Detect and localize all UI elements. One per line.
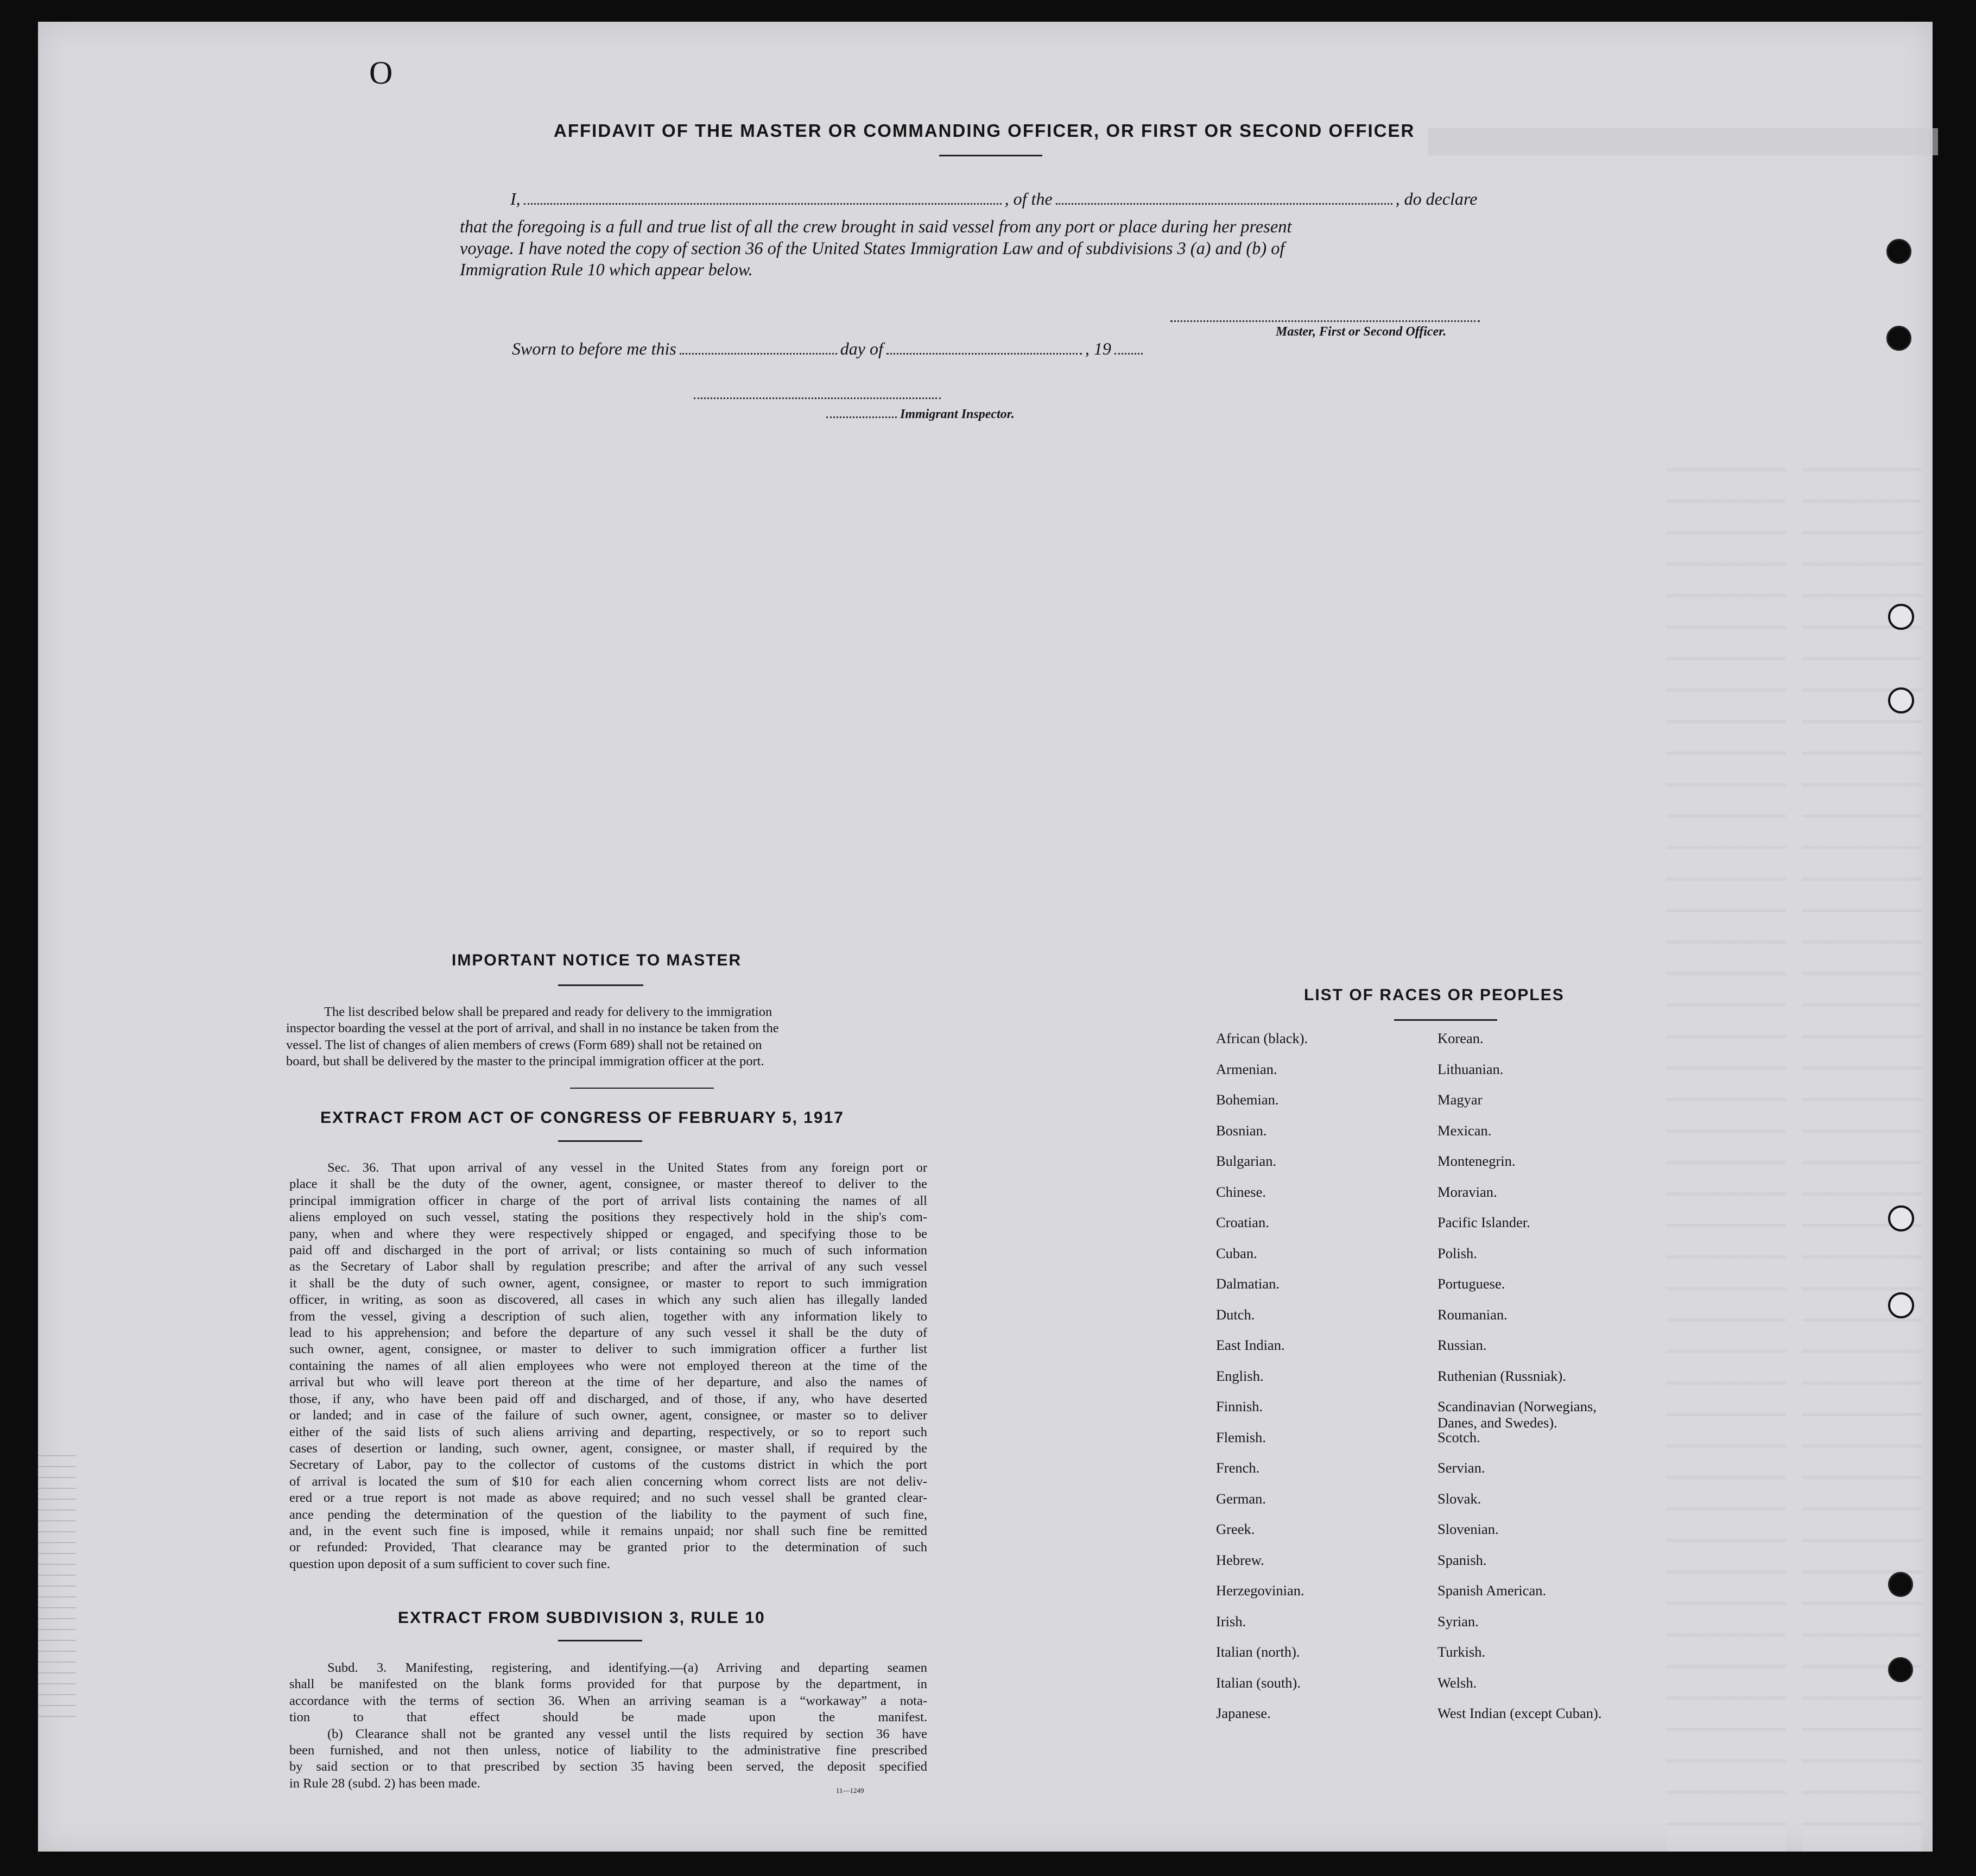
affidavit-line-1 <box>510 189 1477 209</box>
notice-text <box>286 1004 929 1070</box>
races-right-column <box>1437 1030 1602 1736</box>
race-item: Magyar <box>1437 1091 1483 1108</box>
punch-hole <box>1886 239 1911 264</box>
race-item: Irish. <box>1216 1613 1246 1629</box>
race-item: Spanish American. <box>1437 1582 1547 1599</box>
race-item: German. <box>1216 1490 1266 1507</box>
race-item: Dalmatian. <box>1216 1275 1280 1292</box>
text-line: in Rule 28 (subd. 2) has been made. <box>289 1776 480 1791</box>
race-item: Dutch. <box>1216 1306 1255 1323</box>
text-line: it shall be the duty of such owner, agent, consignee, or master to report to such immigration <box>289 1275 927 1291</box>
race-item: Hebrew. <box>1216 1551 1264 1568</box>
text-line: containing the names of all alien employees who were not employed thereon at the time of the <box>289 1358 927 1373</box>
rule-title: EXTRACT FROM SUBDIVISION 3, RULE 10 <box>398 1609 765 1627</box>
sworn-year-label: , 19 <box>1085 339 1111 358</box>
inspector-label <box>826 407 1015 422</box>
punch-hole <box>1888 1205 1914 1231</box>
act-title: EXTRACT FROM ACT OF CONGRESS OF FEBRUARY 5, 1917 <box>320 1109 844 1127</box>
notice-line: board, but shall be delivered by the master to the principal immigration officer at the port. <box>286 1054 764 1069</box>
races-left-column <box>1216 1030 1308 1736</box>
punch-hole <box>1888 687 1914 713</box>
vessel-label: , of the <box>1004 189 1053 209</box>
bleedthrough-column <box>1802 440 1922 1852</box>
affidavit-body-line: Immigration Rule 10 which appear below. <box>460 260 753 279</box>
text-line: Sec. 36. That upon arrival of any vessel in the United States from any foreign port or <box>327 1160 927 1175</box>
ledger-lines <box>38 1455 76 1727</box>
inspector-signature-field[interactable] <box>694 397 941 399</box>
text-line: either of the said lists of such aliens arriving and departing, respectively, or so to report such <box>289 1424 927 1439</box>
race-item: Cuban. <box>1216 1245 1257 1261</box>
declarant-label: I, <box>510 189 521 209</box>
rule-text <box>289 1660 927 1792</box>
affidavit-body-line: that the foregoing is a full and true list of all the crew brought in said vessel from any port or place during her present <box>460 217 1292 237</box>
race-item: Lithuanian. <box>1437 1060 1504 1077</box>
race-item: Scotch. <box>1437 1429 1480 1445</box>
text-line: ance pending the determination of the question of the liability to the payment of such fine, <box>289 1507 927 1522</box>
race-item: Finnish. <box>1216 1398 1263 1414</box>
race-item: Roumanian. <box>1437 1306 1508 1323</box>
sworn-year-field[interactable] <box>1114 353 1143 355</box>
punch-hole <box>1886 326 1911 351</box>
race-item: Russian. <box>1437 1337 1487 1353</box>
race-item: Servian. <box>1437 1460 1485 1476</box>
race-item: Syrian. <box>1437 1613 1479 1629</box>
master-signature-label: Master, First or Second Officer. <box>1276 325 1447 339</box>
race-item: Japanese. <box>1216 1705 1271 1721</box>
race-item: Slovak. <box>1437 1490 1481 1507</box>
race-item: Herzegovinian. <box>1216 1582 1304 1599</box>
text-line: cases of desertion or landing, such owner, agent, consignee, or master shall, if required by the <box>289 1441 927 1456</box>
inspector-dots <box>826 416 897 418</box>
text-line: or refunded: Provided, That clearance may be granted prior to the determination of such <box>289 1540 927 1555</box>
text-line: aliens employed on such vessel, stating the positions they respectively hold in the ship's com- <box>289 1210 927 1225</box>
text-line: shall be manifested on the blank forms provided for that purpose by the department, in <box>289 1677 927 1692</box>
inspector-label-text: Immigrant Inspector. <box>900 407 1015 421</box>
sworn-day-of-label: day of <box>840 339 883 358</box>
text-line: Subd. 3. Manifesting, registering, and identifying.—(a) Arriving and departing seamen <box>327 1660 927 1675</box>
punch-hole <box>1888 1572 1913 1597</box>
notice-line: The list described below shall be prepared and ready for delivery to the immigration <box>324 1005 772 1019</box>
text-line: Secretary of Labor, pay to the collector of customs of the customs district in which the port <box>289 1457 927 1473</box>
title-rule <box>558 984 643 986</box>
text-line: arrival but who will leave port thereon at the time of her departure, and also the names of <box>289 1375 927 1390</box>
text-line: such owner, agent, consignee, or master to deliver to such immigration officer a further list <box>289 1342 927 1357</box>
text-line: those, if any, who have been paid off and discharged, and of those, if any, who have deserted <box>289 1391 927 1406</box>
race-item: East Indian. <box>1216 1337 1285 1353</box>
bleedthrough-header <box>1428 128 1938 155</box>
race-item: English. <box>1216 1367 1264 1384</box>
text-line: lead to his apprehension; and before the departure of any such vessel it shall be the duty of <box>289 1325 927 1341</box>
title-rule <box>558 1140 642 1142</box>
text-line: paid off and discharged in the port of arrival; or lists containing so much of such information <box>289 1243 927 1258</box>
master-signature-field[interactable] <box>1170 320 1480 322</box>
text-line: pany, when and where they were respectively shipped or engaged, and specifying those to be <box>289 1226 927 1241</box>
text-line: and, in the event such fine is imposed, while it remains unpaid; nor shall such fine be remitted <box>289 1523 927 1538</box>
text-line: place it shall be the duty of the owner, agent, consignee, or master thereof to deliver to the <box>289 1177 927 1192</box>
race-item: Montenegrin. <box>1437 1153 1516 1169</box>
title-rule <box>939 155 1042 156</box>
corner-mark: O <box>369 55 393 91</box>
text-line: as the Secretary of Labor shall by regulation prescribe; and after the arrival of any such vessel <box>289 1259 927 1274</box>
race-item: Portuguese. <box>1437 1275 1505 1292</box>
punch-hole <box>1888 1657 1913 1682</box>
title-rule <box>558 1640 642 1641</box>
text-line: accordance with the terms of section 36. When an arriving seaman is a “workaway” a nota- <box>289 1693 927 1708</box>
form-sheet <box>38 22 1933 1852</box>
notice-line: inspector boarding the vessel at the port of arrival, and shall in no instance be taken from the <box>286 1021 779 1036</box>
affidavit-title: AFFIDAVIT OF THE MASTER OR COMMANDING OFFICER, OR FIRST OR SECOND OFFICER <box>554 121 1415 141</box>
text-line: officer, in writing, as soon as discovered, all cases in which any such alien has illegally landed <box>289 1292 927 1307</box>
text-line: principal immigration officer in charge of the port of arrival lists containing the names of all <box>289 1193 927 1208</box>
race-item: Armenian. <box>1216 1060 1277 1077</box>
sworn-month-field[interactable] <box>886 353 1082 355</box>
race-item: Spanish. <box>1437 1551 1487 1568</box>
race-item: Welsh. <box>1437 1674 1477 1691</box>
text-line: of arrival is located the sum of $10 for each alien concerning whom correct lists are not deliv- <box>289 1474 927 1489</box>
sworn-date-field[interactable] <box>680 353 837 355</box>
text-line: question upon deposit of a sum sufficient to cover such fine. <box>289 1556 610 1571</box>
text-line: been furnished, and not then unless, notice of liability to the administrative fine prescribed <box>289 1743 927 1758</box>
declare-label: , do declare <box>1395 189 1478 209</box>
race-item: Chinese. <box>1216 1183 1266 1200</box>
text-line: or landed; and in case of the failure of such owner, agent, consignee, or master so to deliver <box>289 1408 927 1423</box>
title-rule <box>1394 1019 1497 1021</box>
vessel-name-field[interactable] <box>1056 203 1392 205</box>
race-item: Mexican. <box>1437 1122 1492 1139</box>
race-item: Pacific Islander. <box>1437 1214 1530 1230</box>
race-item: West Indian (except Cuban). <box>1437 1705 1602 1721</box>
text-line: from the vessel, giving a description of such alien, together with any information likely to <box>289 1309 927 1324</box>
punch-hole <box>1888 604 1914 630</box>
text-line: ered or a true report is not made as above required; and no such vessel shall be granted clear- <box>289 1490 927 1506</box>
text-line: (b) Clearance shall not be granted any vessel until the lists required by section 36 have <box>327 1726 927 1741</box>
race-item: Bosnian. <box>1216 1122 1267 1139</box>
notice-title: IMPORTANT NOTICE TO MASTER <box>452 951 742 969</box>
race-item: African (black). <box>1216 1030 1308 1046</box>
punch-hole <box>1888 1292 1914 1318</box>
race-item: Slovenian. <box>1437 1521 1499 1537</box>
text-line: by said section or to that prescribed by section 35 having been served, the deposit specified <box>289 1759 927 1774</box>
form-code: 11—1249 <box>836 1786 864 1795</box>
affidavit-body-line: voyage. I have noted the copy of section 36 of the United States Immigration Law and of subdivisions 3 (a) and (b) of <box>460 239 1285 258</box>
race-item: Croatian. <box>1216 1214 1269 1230</box>
section-rule <box>570 1088 714 1089</box>
declarant-name-field[interactable] <box>524 203 1002 205</box>
race-item: Turkish. <box>1437 1644 1486 1660</box>
bleedthrough-column <box>1667 440 1786 1852</box>
race-item: Moravian. <box>1437 1183 1497 1200</box>
race-item: Greek. <box>1216 1521 1255 1537</box>
race-item: Scandinavian (Norwegians, Danes, and Swedes). <box>1437 1398 1597 1431</box>
text-line: tion to that effect should be made upon the manifest. <box>289 1710 927 1725</box>
races-title: LIST OF RACES OR PEOPLES <box>1304 986 1565 1004</box>
race-item: Ruthenian (Russniak). <box>1437 1367 1566 1384</box>
race-item: Italian (south). <box>1216 1674 1301 1691</box>
race-item: Korean. <box>1437 1030 1484 1046</box>
act-text <box>289 1160 927 1572</box>
race-item: Polish. <box>1437 1245 1477 1261</box>
notice-line: vessel. The list of changes of alien members of crews (Form 689) shall not be retained on <box>286 1037 762 1052</box>
race-item: Italian (north). <box>1216 1644 1300 1660</box>
sworn-line <box>512 339 1146 359</box>
race-item: Bohemian. <box>1216 1091 1279 1108</box>
race-item: Bulgarian. <box>1216 1153 1277 1169</box>
race-item: Flemish. <box>1216 1429 1266 1445</box>
race-item: French. <box>1216 1460 1260 1476</box>
sworn-label: Sworn to before me this <box>512 339 676 358</box>
